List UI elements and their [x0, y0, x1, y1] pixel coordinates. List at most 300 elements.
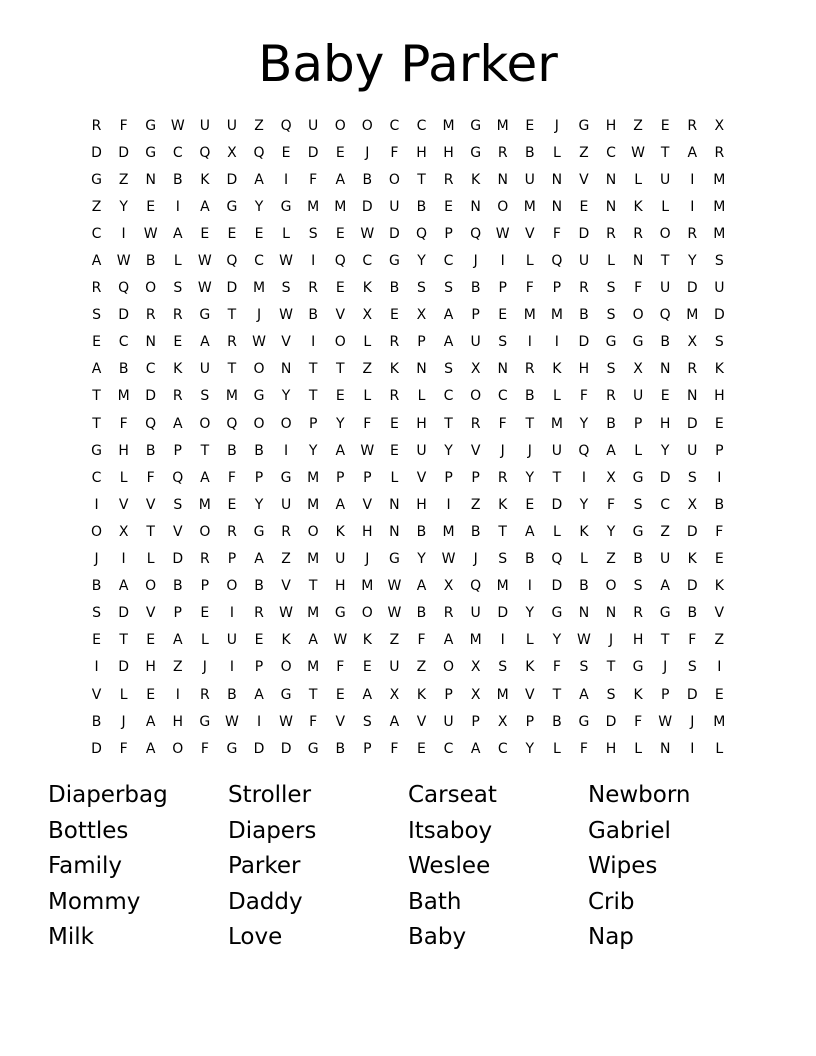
grid-letter: P	[254, 659, 264, 676]
grid-letter: W	[252, 334, 266, 351]
grid-letter: E	[146, 198, 156, 215]
grid-letter: C	[443, 253, 454, 270]
grid-letter: L	[552, 523, 561, 540]
grid-letter: T	[660, 632, 670, 649]
grid-letter: E	[227, 225, 237, 242]
grid-letter: Q	[659, 307, 671, 324]
grid-letter: K	[579, 523, 589, 540]
grid-letter: A	[254, 171, 264, 188]
grid-letter: P	[444, 469, 453, 486]
grid-letter: T	[119, 632, 128, 649]
grid-letter: S	[308, 225, 318, 242]
grid-letter: H	[118, 442, 129, 459]
grid-letter: N	[145, 171, 156, 188]
grid-letter: D	[118, 605, 129, 622]
grid-letter: I	[175, 686, 180, 703]
grid-letter: W	[170, 117, 185, 134]
grid-letter: G	[199, 307, 211, 324]
grid-letter: A	[416, 578, 427, 595]
grid-letter: R	[633, 605, 643, 622]
grid-letter: L	[363, 334, 372, 351]
grid-letter: L	[282, 225, 290, 242]
grid-letter: R	[254, 605, 264, 622]
grid-letter: Z	[172, 659, 183, 676]
grid-letter: R	[91, 280, 102, 297]
grid-letter: D	[226, 280, 238, 297]
grid-letter: D	[713, 307, 725, 324]
grid-letter: E	[335, 225, 345, 242]
grid-letter: J	[473, 253, 478, 270]
grid-letter: C	[362, 253, 373, 270]
grid-letter: S	[714, 253, 724, 270]
grid-letter: B	[606, 415, 616, 432]
grid-letter: F	[119, 415, 128, 432]
grid-letter: Q	[253, 144, 265, 161]
grid-letter: M	[523, 307, 536, 324]
grid-letter: O	[253, 415, 265, 432]
grid-letter: U	[226, 117, 238, 134]
grid-letter: O	[659, 225, 671, 242]
grid-letter: E	[498, 307, 508, 324]
grid-letter: G	[91, 442, 102, 459]
grid-row	[83, 302, 733, 329]
grid-letter: H	[578, 361, 590, 378]
grid-letter: C	[145, 361, 156, 378]
grid-letter: G	[659, 605, 671, 622]
grid-letter: B	[227, 686, 237, 703]
grid-letter: I	[175, 198, 180, 215]
grid-letter: G	[470, 144, 482, 161]
grid-letter: O	[172, 740, 184, 757]
grid-letter: S	[633, 496, 643, 513]
grid-letter: X	[497, 713, 508, 730]
grid-letter: H	[172, 713, 184, 730]
grid-letter: L	[552, 740, 561, 757]
grid-letter: I	[500, 253, 505, 270]
grid-letter: A	[362, 686, 373, 703]
grid-letter: L	[417, 388, 426, 405]
grid-row	[83, 193, 733, 220]
word-list-item: Gabriel	[588, 817, 671, 844]
grid-letter: N	[280, 361, 292, 378]
grid-letter: V	[172, 523, 183, 540]
grid-letter: Y	[281, 388, 291, 405]
grid-letter: C	[660, 496, 671, 513]
grid-row	[83, 573, 733, 600]
grid-letter: F	[390, 144, 399, 161]
grid-letter: F	[552, 659, 561, 676]
grid-letter: C	[389, 117, 400, 134]
grid-letter: F	[200, 740, 209, 757]
grid-letter: T	[525, 415, 535, 432]
grid-letter: G	[91, 171, 102, 188]
grid-letter: V	[579, 171, 589, 188]
grid-letter: D	[686, 578, 698, 595]
grid-letter: O	[280, 415, 292, 432]
grid-letter: Y	[525, 469, 535, 486]
grid-row	[83, 546, 733, 573]
grid-letter: N	[578, 605, 590, 622]
word-list-item: Milk	[48, 924, 94, 951]
grid-letter: M	[469, 632, 482, 649]
grid-letter: V	[470, 442, 481, 459]
grid-letter: Q	[226, 415, 238, 432]
grid-letter: Y	[525, 740, 535, 757]
grid-letter: E	[714, 415, 724, 432]
grid-letter: R	[227, 334, 237, 351]
grid-letter: J	[94, 551, 99, 568]
grid-letter: U	[714, 280, 725, 297]
grid-letter: E	[92, 632, 101, 649]
grid-letter: Z	[281, 551, 291, 568]
grid-row	[83, 329, 733, 356]
grid-letter: U	[632, 388, 644, 405]
grid-letter: V	[416, 713, 427, 730]
grid-letter: S	[498, 659, 508, 676]
grid-letter: M	[334, 198, 347, 215]
grid-letter: N	[632, 253, 644, 270]
grid-letter: P	[552, 280, 562, 297]
grid-letter: Z	[118, 171, 129, 188]
grid-letter: S	[92, 605, 101, 622]
grid-letter: O	[145, 280, 157, 297]
grid-letter: F	[146, 469, 155, 486]
grid-letter: R	[172, 388, 183, 405]
grid-letter: S	[281, 280, 291, 297]
grid-letter: G	[388, 551, 400, 568]
grid-letter: U	[389, 198, 400, 215]
grid-letter: F	[417, 632, 426, 649]
grid-letter: A	[200, 198, 210, 215]
grid-letter: H	[362, 523, 373, 540]
grid-letter: W	[387, 605, 402, 622]
grid-letter: F	[309, 171, 318, 188]
grid-letter: A	[443, 334, 454, 351]
grid-letter: H	[605, 117, 617, 134]
grid-letter: W	[495, 225, 510, 242]
grid-letter: A	[172, 225, 183, 242]
grid-letter: B	[335, 740, 346, 757]
grid-letter: H	[416, 496, 427, 513]
grid-letter: S	[714, 334, 724, 351]
grid-row	[83, 437, 733, 464]
grid-letter: B	[660, 334, 670, 351]
grid-letter: B	[552, 713, 562, 730]
grid-letter: M	[117, 388, 130, 405]
grid-letter: C	[606, 144, 616, 161]
grid-letter: S	[606, 361, 616, 378]
grid-letter: F	[579, 388, 588, 405]
grid-letter: B	[524, 144, 535, 161]
grid-letter: Q	[578, 442, 590, 459]
grid-letter: E	[200, 605, 210, 622]
grid-letter: R	[199, 551, 210, 568]
grid-letter: P	[363, 740, 372, 757]
grid-letter: R	[579, 280, 589, 297]
grid-letter: L	[552, 388, 561, 405]
grid-letter: N	[145, 334, 156, 351]
grid-letter: F	[498, 415, 507, 432]
grid-letter: I	[229, 659, 234, 676]
grid-letter: N	[389, 523, 400, 540]
grid-letter: M	[307, 659, 320, 676]
grid-letter: J	[256, 307, 262, 324]
grid-letter: L	[363, 388, 372, 405]
grid-letter: R	[606, 388, 616, 405]
grid-letter: R	[389, 334, 400, 351]
grid-letter: M	[307, 551, 320, 568]
grid-letter: D	[578, 334, 590, 351]
grid-letter: E	[579, 198, 589, 215]
word-list-item: Crib	[588, 888, 635, 915]
grid-letter: R	[227, 523, 237, 540]
grid-letter: B	[362, 171, 373, 188]
grid-row	[83, 654, 733, 681]
grid-letter: V	[145, 605, 156, 622]
grid-letter: I	[284, 442, 289, 459]
grid-letter: E	[173, 334, 183, 351]
grid-letter: D	[605, 713, 617, 730]
grid-letter: S	[417, 280, 426, 297]
grid-letter: F	[688, 632, 697, 649]
grid-letter: V	[281, 578, 291, 595]
grid-letter: O	[199, 415, 211, 432]
grid-letter: K	[200, 171, 210, 188]
grid-letter: D	[578, 225, 590, 242]
grid-letter: O	[253, 361, 265, 378]
grid-letter: V	[335, 713, 346, 730]
word-list-item: Wipes	[588, 853, 658, 880]
grid-letter: D	[91, 144, 102, 161]
grid-letter: J	[690, 713, 695, 730]
grid-letter: X	[227, 144, 237, 161]
grid-letter: L	[580, 551, 588, 568]
grid-letter: T	[308, 361, 318, 378]
grid-letter: K	[173, 361, 183, 378]
grid-letter: D	[686, 686, 698, 703]
grid-letter: E	[714, 686, 724, 703]
grid-letter: L	[607, 253, 615, 270]
grid-letter: H	[334, 578, 346, 595]
grid-letter: A	[525, 523, 535, 540]
grid-letter: R	[145, 307, 156, 324]
grid-letter: B	[172, 171, 183, 188]
grid-letter: D	[497, 605, 509, 622]
grid-letter: C	[443, 388, 454, 405]
grid-letter: M	[496, 117, 509, 134]
grid-letter: L	[634, 740, 642, 757]
grid-letter: A	[335, 442, 346, 459]
grid-letter: E	[660, 117, 670, 134]
grid-letter: B	[524, 388, 535, 405]
grid-letter: P	[227, 551, 237, 568]
grid-letter: D	[389, 225, 400, 242]
grid-letter: T	[308, 686, 318, 703]
grid-letter: X	[389, 686, 400, 703]
grid-letter: J	[663, 659, 668, 676]
grid-letter: S	[687, 469, 697, 486]
grid-letter: U	[416, 442, 427, 459]
grid-letter: O	[605, 578, 617, 595]
grid-letter: I	[717, 469, 722, 486]
grid-letter: Q	[551, 253, 563, 270]
grid-letter: U	[524, 171, 535, 188]
grid-letter: J	[365, 144, 370, 161]
grid-letter: W	[225, 713, 239, 730]
grid-letter: E	[227, 496, 237, 513]
grid-letter: A	[91, 361, 102, 378]
grid-letter: F	[363, 415, 372, 432]
grid-letter: D	[118, 144, 129, 161]
grid-letter: Y	[254, 198, 264, 215]
grid-letter: L	[119, 469, 128, 486]
grid-letter: T	[227, 307, 237, 324]
grid-letter: U	[660, 551, 671, 568]
grid-letter: D	[172, 551, 184, 568]
grid-letter: Y	[552, 632, 562, 649]
grid-letter: I	[311, 334, 316, 351]
grid-letter: V	[416, 469, 427, 486]
grid-letter: M	[252, 280, 266, 297]
grid-letter: C	[91, 225, 102, 242]
grid-letter: N	[416, 361, 427, 378]
grid-letter: D	[307, 144, 319, 161]
grid-letter: Z	[91, 198, 102, 215]
grid-letter: E	[714, 551, 724, 568]
grid-letter: K	[416, 686, 427, 703]
grid-letter: X	[443, 578, 454, 595]
grid-letter: P	[254, 469, 264, 486]
grid-letter: Q	[199, 144, 211, 161]
grid-letter: E	[389, 415, 399, 432]
grid-letter: N	[659, 361, 671, 378]
grid-letter: X	[470, 659, 481, 676]
grid-letter: F	[336, 659, 345, 676]
grid-letter: C	[497, 388, 508, 405]
grid-letter: F	[390, 740, 399, 757]
grid-letter: I	[690, 171, 695, 188]
grid-letter: K	[714, 361, 724, 378]
grid-letter: L	[525, 253, 534, 270]
grid-letter: B	[579, 578, 589, 595]
grid-letter: V	[145, 496, 156, 513]
grid-letter: B	[416, 523, 427, 540]
grid-letter: V	[525, 225, 535, 242]
grid-letter: W	[577, 632, 591, 649]
grid-letter: J	[554, 117, 559, 134]
grid-letter: M	[307, 605, 320, 622]
grid-letter: L	[390, 469, 399, 486]
grid-letter: V	[335, 307, 346, 324]
grid-letter: N	[551, 198, 563, 215]
grid-letter: F	[227, 469, 236, 486]
grid-letter: M	[307, 469, 320, 486]
grid-letter: L	[119, 686, 128, 703]
grid-letter: X	[714, 117, 725, 134]
grid-letter: T	[227, 361, 237, 378]
grid-letter: P	[444, 686, 453, 703]
grid-letter: O	[443, 659, 455, 676]
grid-letter: A	[200, 469, 210, 486]
grid-letter: W	[360, 225, 375, 242]
grid-letter: U	[226, 632, 238, 649]
grid-letter: S	[444, 361, 453, 378]
grid-letter: R	[497, 469, 508, 486]
grid-letter: R	[687, 117, 698, 134]
grid-letter: E	[444, 198, 453, 215]
grid-letter: I	[256, 713, 262, 730]
grid-letter: Z	[254, 117, 264, 134]
grid-letter: V	[362, 496, 373, 513]
grid-letter: U	[335, 551, 346, 568]
grid-letter: A	[308, 632, 318, 649]
grid-letter: I	[446, 496, 451, 513]
grid-letter: I	[554, 334, 559, 351]
grid-letter: E	[254, 632, 264, 649]
grid-letter: K	[714, 578, 724, 595]
grid-letter: V	[118, 496, 129, 513]
grid-letter: I	[94, 659, 99, 676]
grid-letter: C	[118, 334, 129, 351]
grid-letter: R	[524, 361, 535, 378]
grid-letter: G	[253, 523, 265, 540]
grid-letter: I	[690, 740, 695, 757]
grid-letter: O	[91, 523, 103, 540]
grid-letter: G	[253, 388, 265, 405]
grid-letter: Z	[579, 144, 589, 161]
grid-letter: O	[145, 578, 157, 595]
grid-letter: W	[197, 280, 212, 297]
grid-letter: B	[687, 605, 698, 622]
grid-letter: R	[714, 144, 725, 161]
grid-letter: K	[633, 686, 643, 703]
grid-letter: Z	[714, 632, 725, 649]
grid-letter: X	[470, 686, 481, 703]
grid-row	[83, 112, 733, 139]
grid-letter: N	[497, 171, 508, 188]
grid-letter: N	[497, 361, 508, 378]
grid-letter: T	[146, 523, 155, 540]
grid-letter: P	[444, 225, 453, 242]
grid-letter: M	[713, 171, 726, 188]
grid-letter: N	[605, 171, 617, 188]
grid-letter: X	[362, 307, 373, 324]
grid-letter: C	[254, 253, 264, 270]
grid-letter: U	[199, 117, 210, 134]
grid-letter: M	[523, 198, 536, 215]
grid-letter: J	[121, 713, 126, 730]
grid-letter: C	[416, 117, 427, 134]
grid-letter: D	[280, 740, 292, 757]
grid-letter: P	[173, 442, 182, 459]
grid-letter: M	[442, 523, 455, 540]
grid-letter: A	[389, 713, 400, 730]
grid-letter: A	[172, 415, 183, 432]
grid-letter: C	[91, 469, 102, 486]
grid-letter: Y	[308, 442, 318, 459]
grid-letter: U	[470, 605, 481, 622]
grid-letter: G	[632, 334, 644, 351]
grid-letter: H	[632, 632, 644, 649]
word-list-item: Itsaboy	[408, 817, 493, 844]
grid-letter: S	[687, 659, 697, 676]
grid-letter: Q	[145, 415, 157, 432]
grid-letter: Y	[119, 198, 128, 215]
word-list-item: Family	[48, 853, 123, 880]
grid-letter: N	[605, 605, 617, 622]
grid-letter: D	[118, 659, 129, 676]
grid-letter: A	[200, 334, 210, 351]
